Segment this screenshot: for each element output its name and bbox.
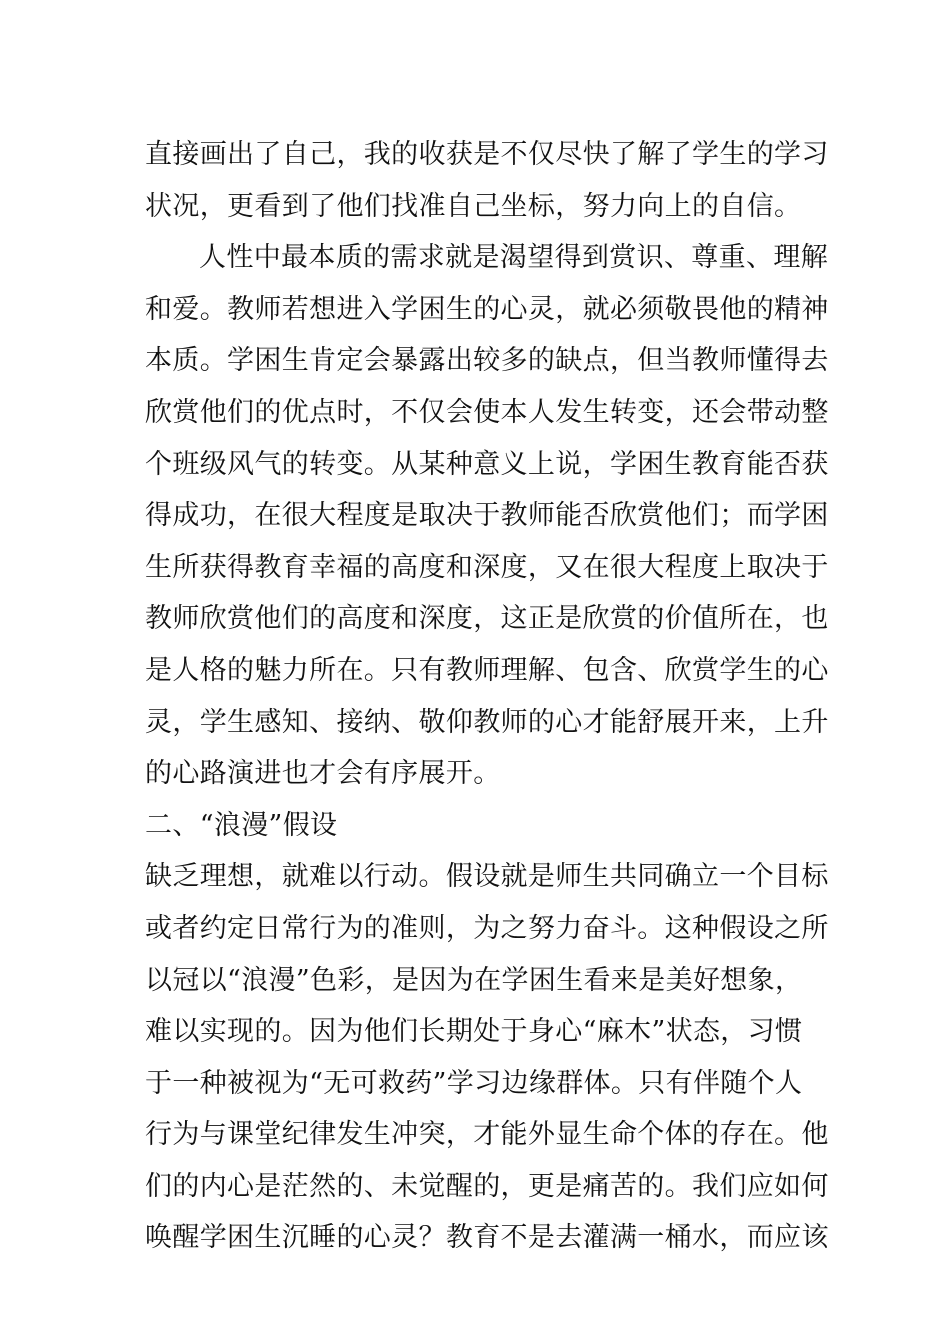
text-line-7: 个班级风气的转变。从某种意义上说，学困生教育能否获: [145, 448, 829, 480]
text-line-22: 唤醒学困生沉睡的心灵？教育不是去灌满一桶水，而应该: [145, 1222, 829, 1254]
section-heading: 二、“浪漫”假设: [145, 809, 338, 841]
text-line-8: 得成功，在很大程度是取决于教师能否欣赏他们；而学困: [145, 500, 829, 532]
text-line-4: 和爱。教师若想进入学困生的心灵，就必须敬畏他的精神: [145, 293, 829, 325]
text-line-12: 灵，学生感知、接纳、敬仰教师的心才能舒展开来，上升: [145, 706, 829, 738]
text-line-17: 以冠以“浪漫”色彩，是因为在学困生看来是美好想象，: [145, 964, 803, 996]
text-line-13: 的心路演进也才会有序展开。: [145, 758, 501, 790]
text-line-16: 或者约定日常行为的准则，为之努力奋斗。这种假设之所: [145, 912, 829, 944]
text-line-6: 欣赏他们的优点时，不仅会使本人发生转变，还会带动整: [145, 396, 829, 428]
text-line-21: 们的内心是茫然的、未觉醒的，更是痛苦的。我们应如何: [145, 1170, 829, 1202]
text-line-20: 行为与课堂纪律发生冲突，才能外显生命个体的存在。他: [145, 1119, 829, 1151]
text-line-19: 于一种被视为“无可救药”学习边缘群体。只有伴随个人: [145, 1067, 803, 1099]
text-line-10: 教师欣赏他们的高度和深度，这正是欣赏的价值所在，也: [145, 603, 829, 635]
text-line-5: 本质。学困生肯定会暴露出较多的缺点，但当教师懂得去: [145, 345, 829, 377]
text-line-2: 状况，更看到了他们找准自己坐标，努力向上的自信。: [145, 190, 802, 222]
text-line-18: 难以实现的。因为他们长期处于身心“麻木”状态，习惯: [145, 1016, 803, 1048]
text-line-11: 是人格的魅力所在。只有教师理解、包含、欣赏学生的心: [145, 654, 829, 686]
text-line-9: 生所获得教育幸福的高度和深度，又在很大程度上取决于: [145, 551, 829, 583]
paragraph-start-line: 人性中最本质的需求就是渴望得到赏识、尊重、理解: [199, 242, 829, 274]
body-text: [145, 129, 829, 1264]
text-line-15: 缺乏理想，就难以行动。假设就是师生共同确立一个目标: [145, 861, 829, 893]
text-line-1: 直接画出了自己，我的收获是不仅尽快了解了学生的学习: [145, 139, 829, 170]
